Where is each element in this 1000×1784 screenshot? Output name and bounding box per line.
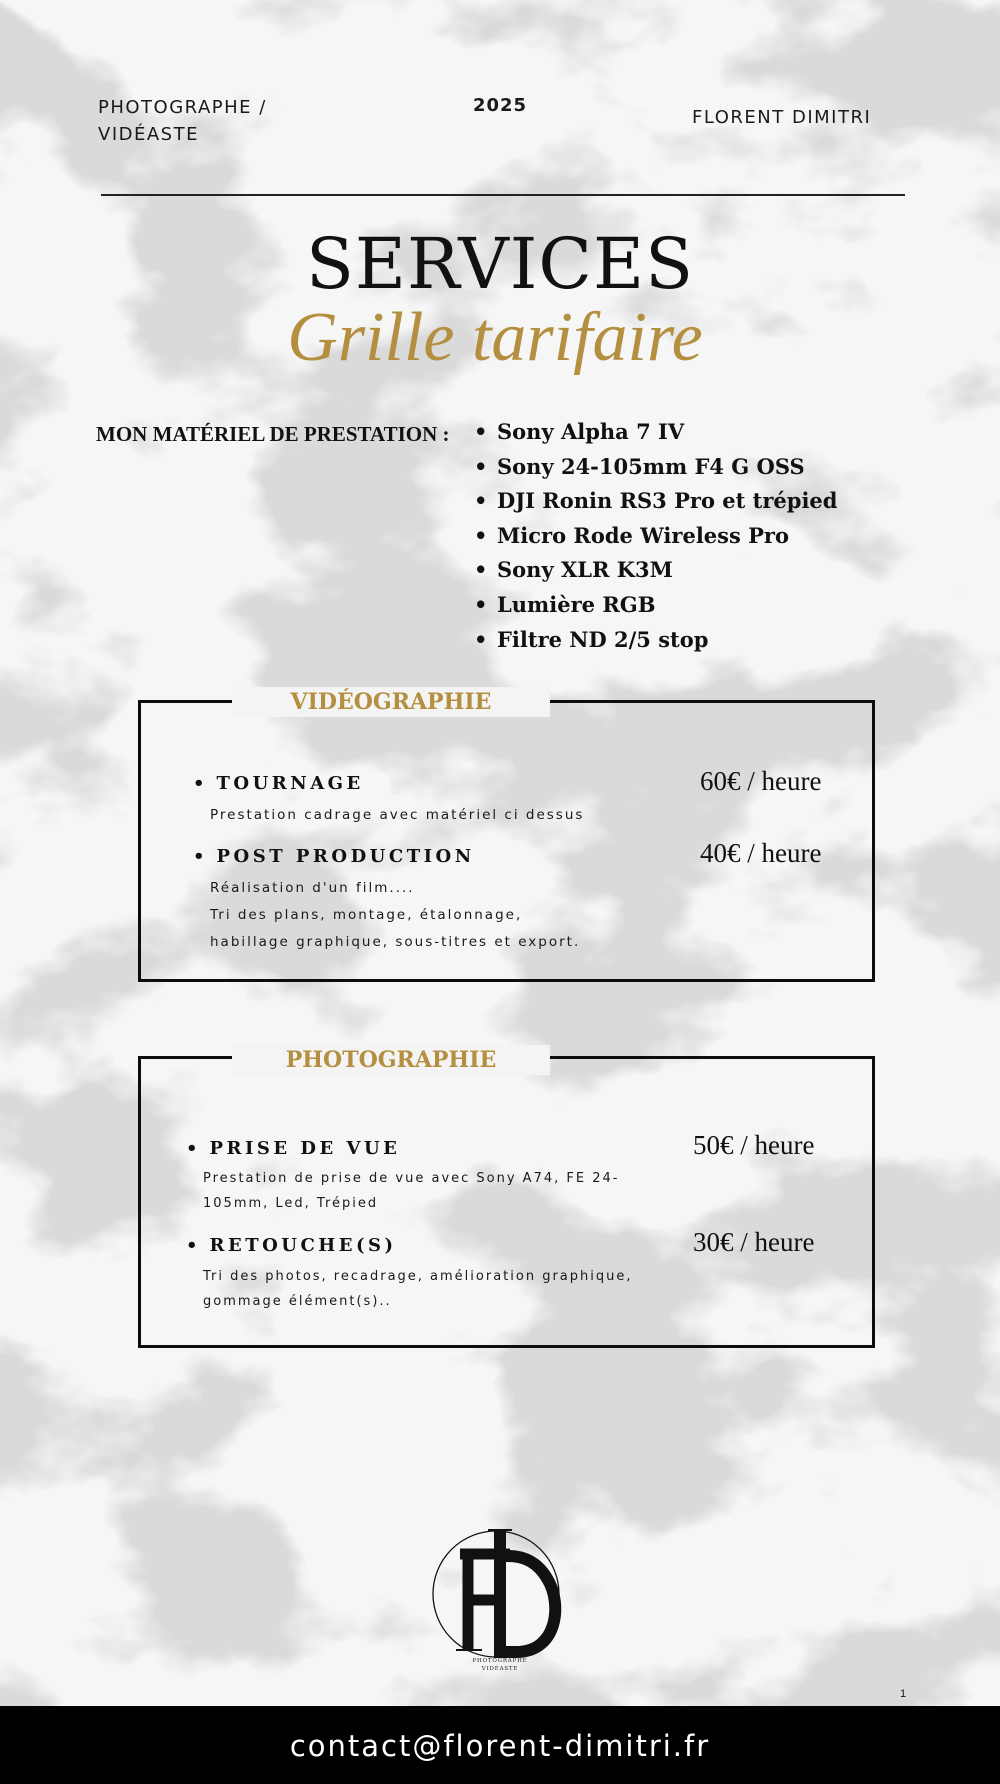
equipment-item: • Sony Alpha 7 IV (474, 415, 837, 450)
service-desc-retouche (203, 1265, 653, 1314)
header-role-line2: VIDÉASTE (98, 124, 199, 145)
equipment-item: • Micro Rode Wireless Pro (474, 519, 837, 554)
logo-caption-line2: VIDÉASTE (481, 1666, 519, 1672)
price-prise-de-vue: 50€ / heure (693, 1130, 815, 1160)
videographie-title: VIDÉOGRAPHIE (232, 687, 550, 717)
service-desc-prise-de-vue (203, 1167, 653, 1216)
header-role-line1: PHOTOGRAPHE / (98, 97, 267, 118)
service-desc-line: Tri des plans, montage, étalonnage, (210, 907, 523, 923)
header-name: FLORENT DIMITRI (692, 107, 872, 128)
service-desc-line: Réalisation d'un film.... (210, 880, 415, 896)
service-name-tournage: • TOURNAGE (193, 771, 364, 797)
service-desc-post-production (210, 875, 650, 956)
price-post-production: 40€ / heure (700, 838, 822, 868)
equipment-item: • Filtre ND 2/5 stop (474, 623, 837, 658)
price-tournage: 60€ / heure (700, 766, 822, 796)
equipment-item: • Sony XLR K3M (474, 553, 837, 588)
logo-caption-line1: PHOTOGRAPHE (472, 1658, 528, 1664)
service-name-post-production: • POST PRODUCTION (193, 844, 475, 870)
price-retouche: 30€ / heure (693, 1227, 815, 1257)
service-name-prise-de-vue: • PRISE DE VUE (186, 1136, 400, 1162)
service-desc-tournage (210, 802, 650, 829)
contact-email-link[interactable]: contact@florent-dimitri.fr (289, 1729, 711, 1763)
service-desc-line: 105mm, Led, Trépied (203, 1195, 379, 1211)
photographie-title: PHOTOGRAPHIE (232, 1045, 550, 1075)
service-desc-line: Prestation cadrage avec matériel ci dessus (210, 807, 585, 823)
equipment-label: MON MATÉRIEL DE PRESTATION : (96, 422, 450, 446)
equipment-list (474, 415, 837, 657)
equipment-item: • DJI Ronin RS3 Pro et trépied (474, 484, 837, 519)
page-title: SERVICES (305, 223, 695, 305)
service-desc-line: Prestation de prise de vue avec Sony A74, FE 24- (203, 1171, 620, 1186)
page-number: 1 (900, 1688, 907, 1700)
service-desc-line: Tri des photos, recadrage, amélioration graphique, (203, 1269, 633, 1284)
page-subtitle: Grille tarifaire (287, 299, 703, 376)
fd-monogram-logo (430, 1510, 570, 1680)
service-desc-line: habillage graphique, sous-titres et export. (210, 934, 581, 950)
header-divider (101, 194, 905, 196)
header-year: 2025 (472, 95, 528, 116)
service-desc-line: gommage élément(s).. (203, 1293, 392, 1309)
equipment-item: • Sony 24-105mm F4 G OSS (474, 450, 837, 485)
header-role (98, 94, 338, 148)
equipment-item: • Lumière RGB (474, 588, 837, 623)
service-name-retouche: • RETOUCHE(S) (186, 1233, 397, 1259)
